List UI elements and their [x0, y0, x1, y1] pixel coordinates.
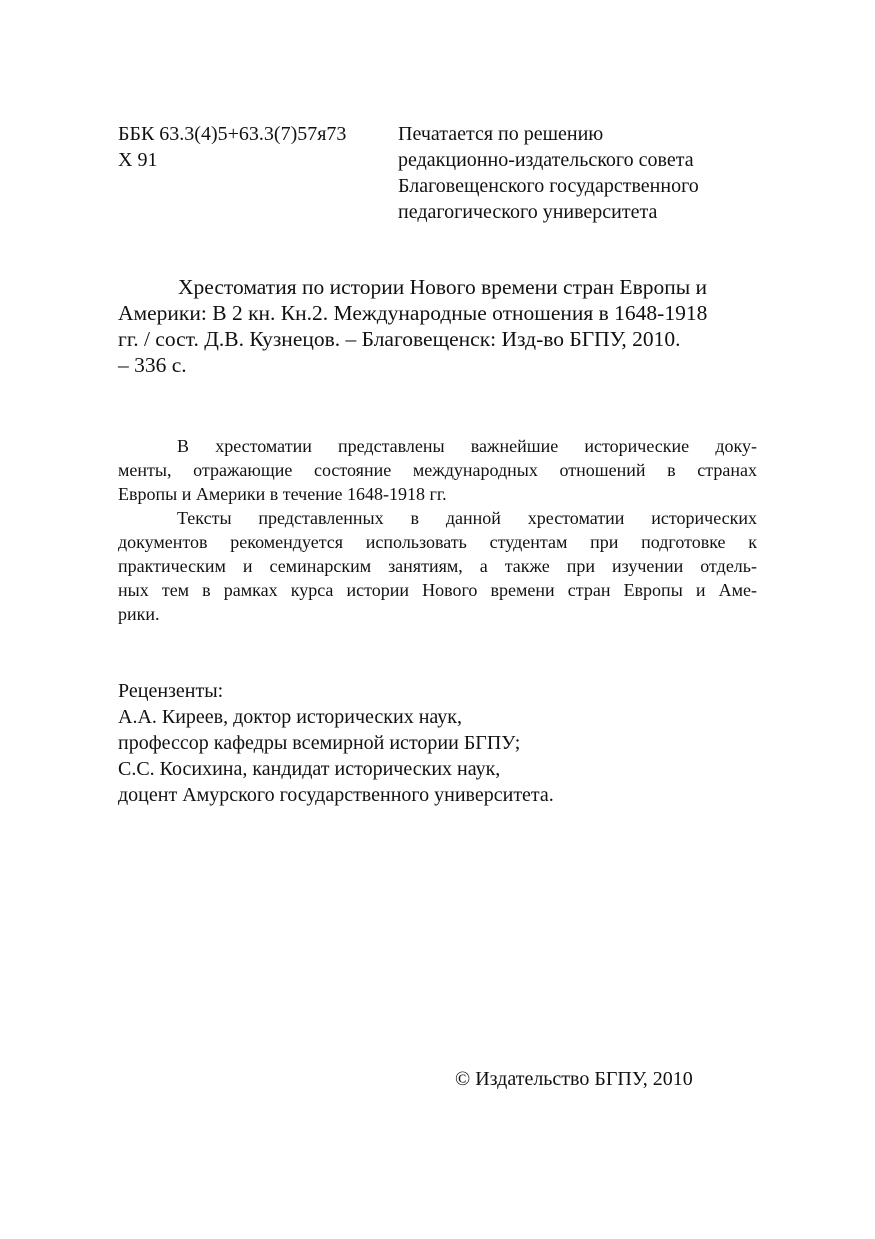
classification-codes — [118, 121, 346, 173]
citation-line: Америки: В 2 кн. Кн.2. Международные отношения в 1648-1918 — [118, 301, 708, 325]
annotation-line: менты, отражающие состояние международных отношений в странах — [118, 460, 757, 480]
annotation-line: ных тем в рамках курса истории Нового времени стран Европы и Аме- — [118, 580, 757, 600]
reviewer-line: А.А. Киреев, доктор исторических наук, — [118, 706, 463, 728]
reviewer-line: профессор кафедры всемирной истории БГПУ; — [118, 732, 521, 754]
annotation-text — [118, 434, 757, 626]
annotation-line: рики. — [118, 604, 160, 624]
approval-line: редакционно-издательского совета — [398, 149, 694, 171]
annotation-line: документов рекомендуется использовать студентам при подготовке к — [118, 532, 757, 552]
reviewers-heading: Рецензенты: — [118, 680, 224, 702]
approval-line: педагогического университета — [398, 201, 658, 223]
approval-line: Печатается по решению — [398, 123, 604, 145]
annotation-line: Тексты представленных в данной хрестоматии исторических — [177, 508, 757, 528]
annotation-line: Европы и Америки в течение 1648-1918 гг. — [118, 484, 447, 504]
annotation-line: практическим и семинарским занятиям, а также при изучении отдель- — [118, 556, 757, 576]
citation-line: Хрестоматия по истории Нового времени стран Европы и — [178, 275, 708, 299]
reviewer-line: С.С. Косихина, кандидат исторических наук, — [118, 758, 501, 780]
citation-line: гг. / сост. Д.В. Кузнецов. – Благовещенск: Изд-во БГПУ, 2010. — [118, 327, 681, 351]
author-mark: Х 91 — [118, 149, 158, 171]
bibliographic-citation — [118, 274, 774, 378]
bbk-code: ББК 63.3(4)5+63.3(7)57я73 — [118, 123, 347, 145]
copyright-notice: © Издательство БГПУ, 2010 — [455, 1068, 693, 1090]
annotation-line: В хрестоматии представлены важнейшие исторические доку- — [177, 436, 757, 456]
reviewers-block — [118, 678, 554, 808]
citation-line: – 336 с. — [118, 353, 187, 377]
reviewer-line: доцент Амурского государственного университета. — [118, 784, 554, 806]
publication-approval — [398, 121, 699, 225]
approval-line: Благовещенского государственного — [398, 175, 699, 197]
